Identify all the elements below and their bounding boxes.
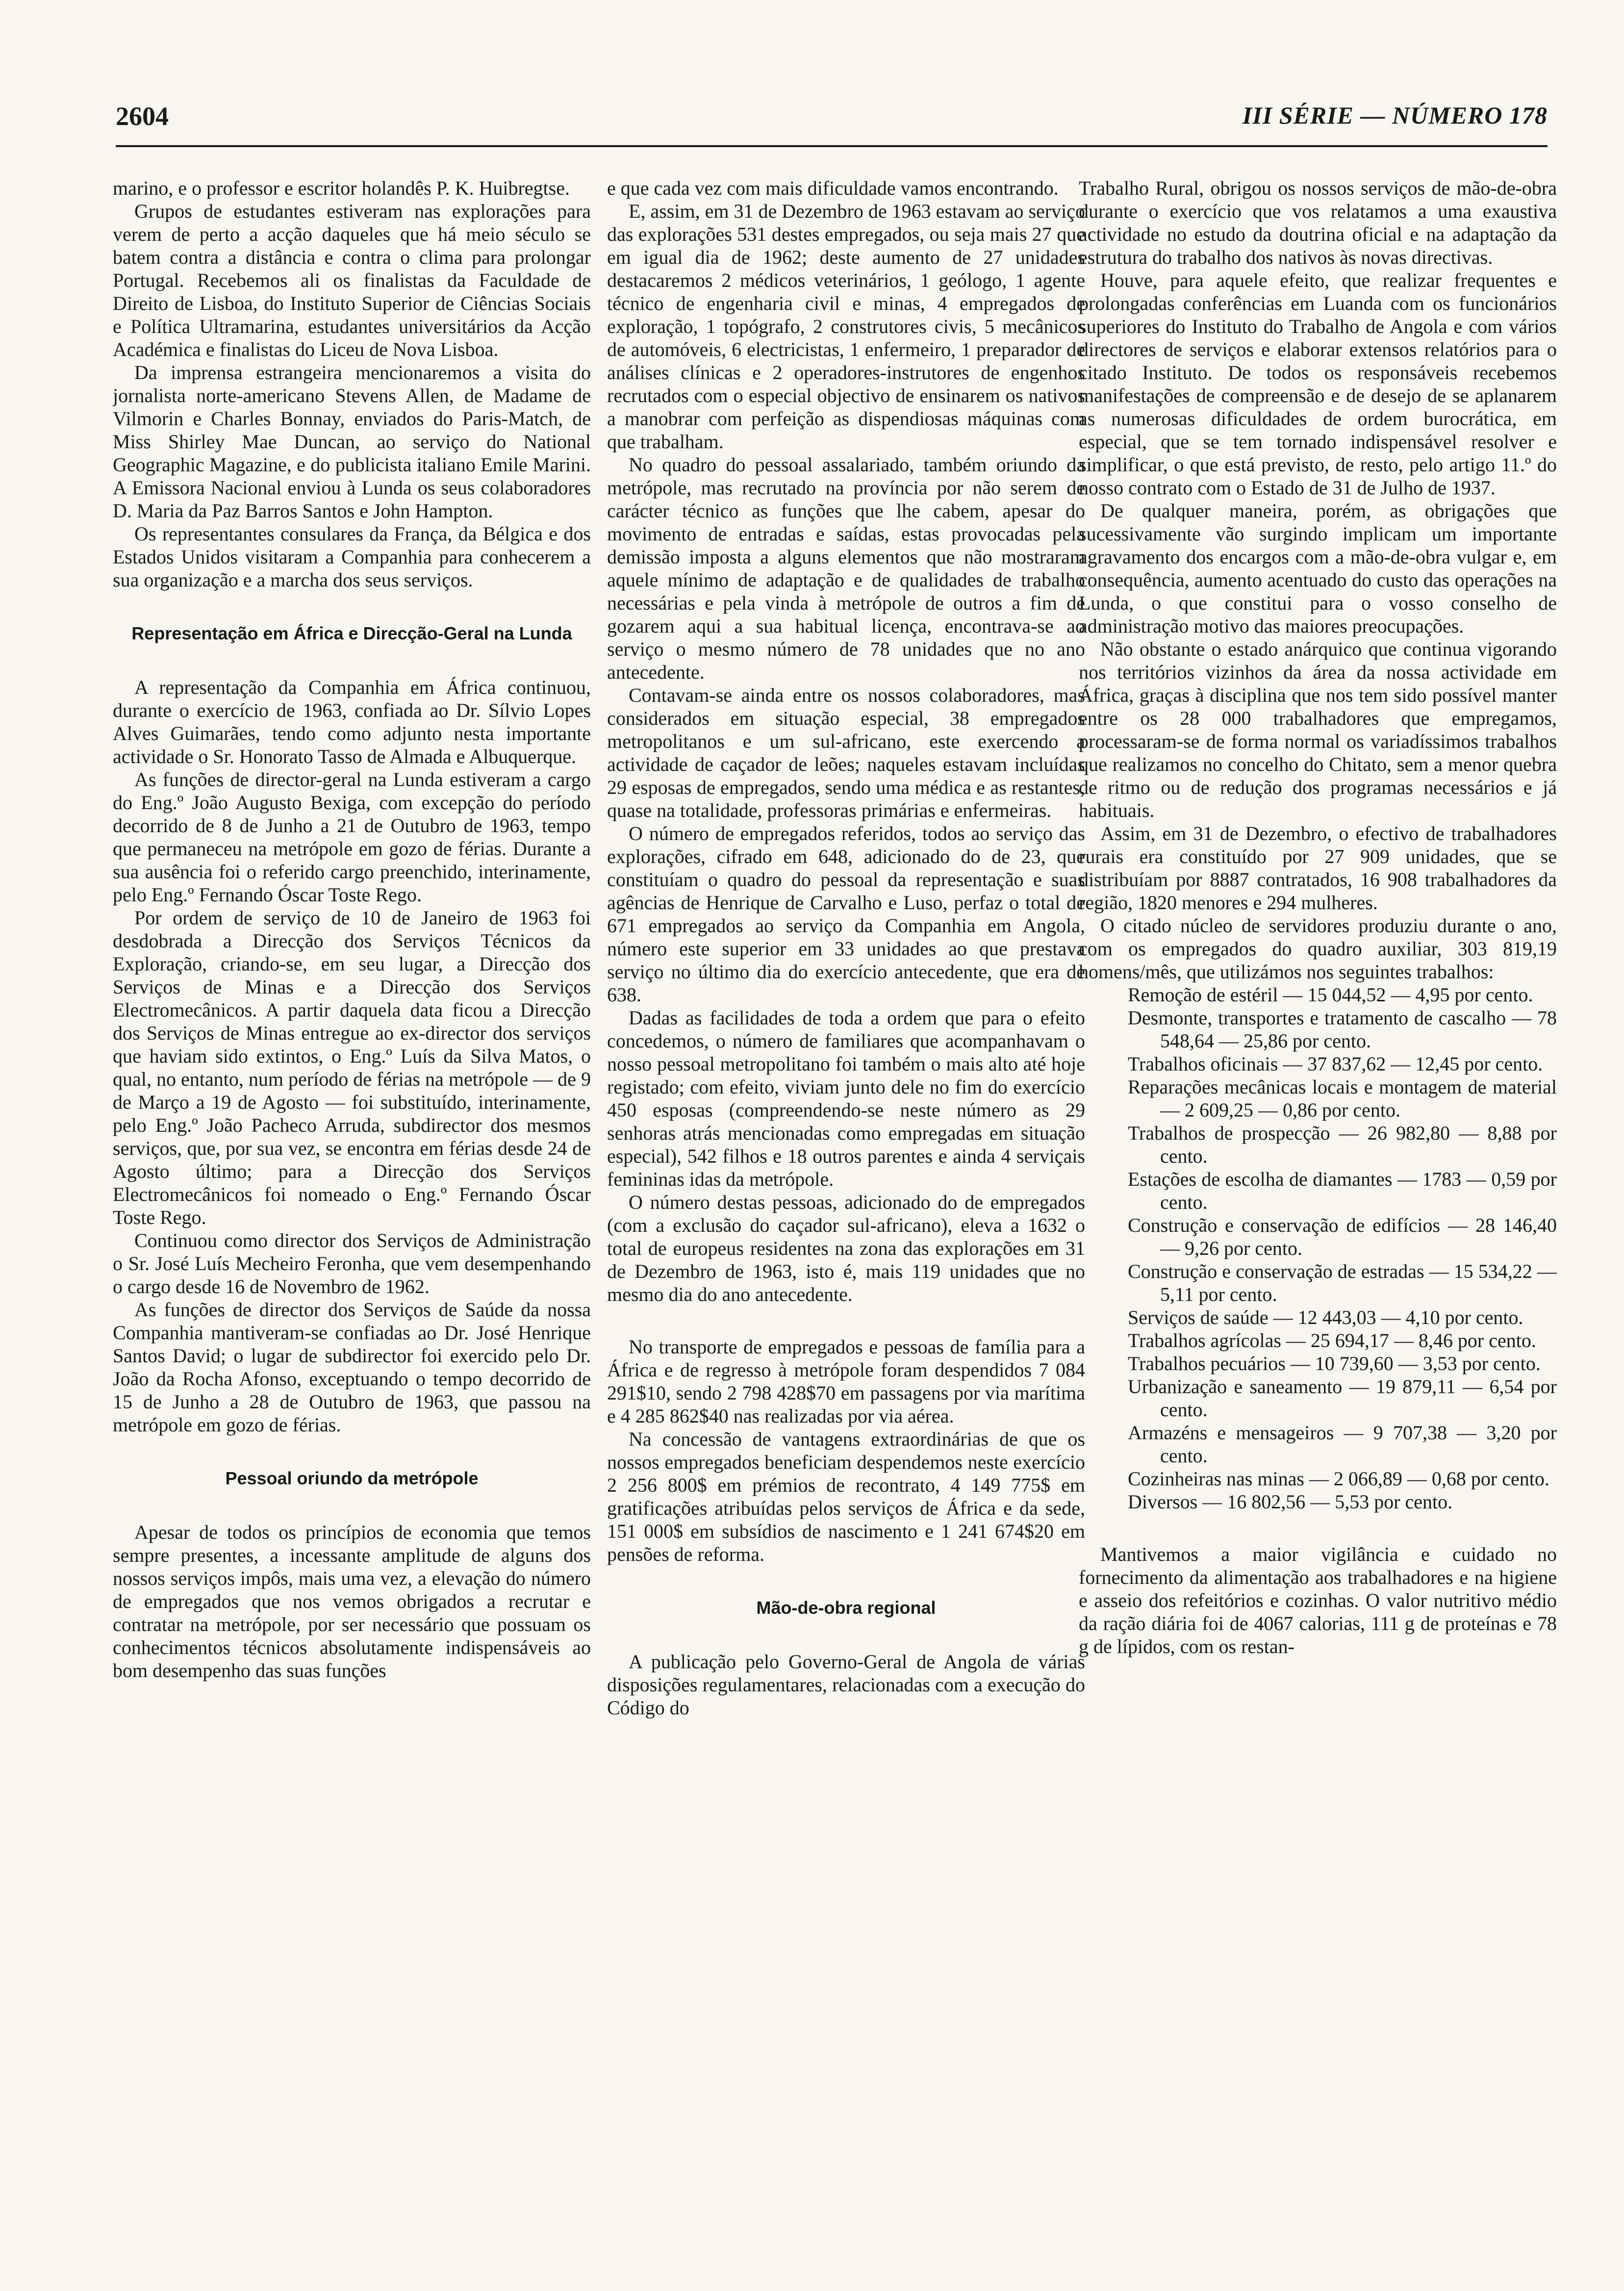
paragraph: A representação da Companhia em África continuou, durante o exercício de 1963, confiada ao Dr. Sílvio Lopes Alves Guimarães, tendo como adjunto nesta importante actividade o Sr. Honorato Tasso de Almada e Albuquerque. — [113, 676, 591, 767]
list-item: Reparações mecânicas locais e montagem de material — 2 609,25 — 0,86 por cento. — [1128, 1076, 1557, 1121]
section-heading: Representação em África e Direcção-Geral na Lunda — [131, 623, 572, 643]
section-heading: Mão-de-obra regional — [756, 1598, 936, 1618]
paragraph: No transporte de empregados e pessoas de família para a África e de regresso à metrópole foram despendidos 7 084 291$10, sendo 2 798 428$70 em passagens por via marítima e 4 285 862$40 nas realizadas por via aérea. — [607, 1336, 1085, 1427]
paragraph: De qualquer maneira, porém, as obrigações que sucessivamente vão surgindo implicam um importante agravamento dos encargos com a mão-de-obra vulgar e, em consequência, aumento acentuado do custo das operações na Lunda, o que constitui para o vosso conselho de administração motivo das maiores preocupações. — [1079, 500, 1557, 637]
spacer — [607, 1306, 1085, 1335]
list-item: Urbanização e saneamento — 19 879,11 — 6,54 por cento. — [1128, 1375, 1557, 1421]
paragraph: O número de empregados referidos, todos ao serviço das explorações, cifrado em 648, adicionado do de 23, que constituíam o quadro do pessoal da representação e suas agências de Henrique de Carvalho e Luso, perfaz o total de 671 empregados ao serviço da Companhia em Angola, número este superior em 33 unidades ao que prestava serviço no último dia do exercício antecedente, que era de 638. — [607, 822, 1085, 1006]
paragraph: O citado núcleo de servidores produziu durante o ano, com os empregados do quadro auxiliar, 303 819,19 homens/mês, que utilizámos nos seguintes trabalhos: — [1079, 915, 1557, 983]
paragraph: e que cada vez com mais dificuldade vamos encontrando. — [607, 177, 1059, 199]
list-item: Desmonte, transportes e tratamento de cascalho — 78 548,64 — 25,86 por cento. — [1128, 1007, 1557, 1052]
paragraph: Da imprensa estrangeira mencionaremos a visita do jornalista norte-americano Stevens Allen, de Madame de Vilmorin e Charles Bonnay, enviados do Paris-Match, de Miss Shirley Mae Duncan, ao serviço do National Geographic Magazine, e do publicista italiano Emile Marini. A Emissora Nacional enviou à Lunda os seus colaboradores D. Maria da Paz Barros Santos e John Hampton. — [113, 361, 591, 522]
list-item: Construção e conservação de estradas — 15 534,22 — 5,11 por cento. — [1128, 1260, 1557, 1305]
section-heading: Pessoal oriundo da metrópole — [225, 1468, 479, 1488]
paragraph: Contavam-se ainda entre os nossos colaboradores, mas considerados em situação especial, 38 empregados metropolitanos e um sul-africano, este exercendo a actividade de caçador de leões; naqueles estavam incluídas 29 esposas de empregados, sendo uma médica e as restantes, quase na totalidade, professoras primárias e enfermeiras. — [607, 684, 1085, 821]
paragraph: A publicação pelo Governo-Geral de Angola de várias disposições regulamentares, relacionadas com a execução do Código do — [607, 1651, 1085, 1719]
paragraph: Trabalho Rural, obrigou os nossos serviços de mão-de-obra durante o exercício que vos relatamos a uma exaustiva actividade no estudo da doutrina oficial e na adaptação da estrutura do trabalho dos nativos às novas directivas. — [1079, 177, 1557, 268]
paragraph: No quadro do pessoal assalariado, também oriundo da metrópole, mas recrutado na província por não serem de carácter técnico as funções que lhe cabem, apesar do movimento de entradas e saídas, estas provocadas pela demissão imposta a alguns elementos que não mostraram aquele mínimo de adaptação e de qualidades de trabalho necessárias e pela vinda à metrópole de outros a fim de gozarem aqui a sua habitual licença, encontrava-se ao serviço o mesmo número de 78 unidades que no ano antecedente. — [607, 454, 1085, 683]
paragraph: Por ordem de serviço de 10 de Janeiro de 1963 foi desdobrada a Direcção dos Serviços Técnicos da Exploração, criando-se, em seu lugar, a Direcção dos Serviços de Minas e a Direcção dos Serviços Electromecânicos. A partir daquela data ficou a Direcção dos Serviços de Minas entregue ao ex-director dos serviços que haviam sido extintos, o Eng.º Luís da Silva Matos, o qual, no entanto, num período de férias na metrópole — de 9 de Março a 19 de Agosto — foi substituído, interinamente, pelo Eng.º João Pacheco Arruda, subdirector dos mesmos serviços, que, por sua vez, se encontra em férias desde 24 de Agosto último; para a Direcção dos Serviços Electromecânicos foi nomeado o Eng.º Fernando Óscar Toste Rego. — [113, 907, 591, 1228]
list-item: Trabalhos agrícolas — 25 694,17 — 8,46 por cento. — [1128, 1329, 1536, 1351]
paragraph: Assim, em 31 de Dezembro, o efectivo de trabalhadores rurais era constituído por 27 909 unidades, que se distribuíam por 8887 contratados, 16 908 trabalhadores da região, 1820 menores e 294 mulheres. — [1079, 822, 1557, 914]
paragraph: Apesar de todos os princípios de economia que temos sempre presentes, a incessante amplitude de alguns dos nossos serviços impôs, mais uma vez, a elevação do número de empregados que nos vemos obrigados a recrutar e contratar na metrópole, por ser necessário que possuam os conhecimentos técnicos absolutamente indispensáveis ao bom desempenho das suas funções — [113, 1521, 591, 1681]
series-title: III SÉRIE — NÚMERO 178 — [1242, 102, 1548, 129]
spacer — [1079, 1513, 1557, 1543]
page-header — [116, 101, 1548, 145]
list-item: Trabalhos de prospecção — 26 982,80 — 8,88 por cento. — [1128, 1122, 1557, 1167]
column-1 — [113, 177, 591, 2138]
list-item: Trabalhos pecuários — 10 739,60 — 3,53 por cento. — [1128, 1352, 1541, 1375]
paragraph: Houve, para aquele efeito, que realizar frequentes e prolongadas conferências em Luanda com os funcionários superiores do Instituto do Trabalho de Angola e com vários directores de serviços e elaborar extensos relatórios para o citado Instituto. De todos os responsáveis recebemos manifestações de compreensão e de desejo de se aplanarem as numerosas dificuldades de ordem burocrática, em especial, que se tem tornado indispensável resolver e simplificar, o que está previsto, de resto, pelo artigo 11.º do nosso contrato com o Estado de 31 de Julho de 1937. — [1079, 269, 1557, 499]
list-item: Estações de escolha de diamantes — 1783 — 0,59 por cento. — [1128, 1168, 1557, 1213]
paragraph: As funções de director-geral na Lunda estiveram a cargo do Eng.º João Augusto Bexiga, com excepção do período decorrido de 8 de Junho a 21 de Outubro de 1963, tempo que permaneceu na metrópole em gozo de férias. Durante a sua ausência foi o referido cargo preenchido, interinamente, pelo Eng.º Fernando Óscar Toste Rego. — [113, 768, 591, 906]
paragraph: Dadas as facilidades de toda a ordem que para o efeito concedemos, o número de familiares que acompanhavam o nosso pessoal metropolitano foi também o mais alto até hoje registado; com efeito, viviam junto dele no fim do exercício 450 esposas (compreendendo-se neste número as 29 senhoras atrás mencionadas como empregadas em situação especial), 542 filhos e 18 outros parentes e ainda 4 serviçais femininas idas da metrópole. — [607, 1007, 1085, 1190]
list-item: Diversos — 16 802,56 — 5,53 por cento. — [1128, 1491, 1453, 1513]
paragraph: Os representantes consulares da França, da Bélgica e dos Estados Unidos visitaram a Companhia para conhecerem a sua organização e a marcha dos seus serviços. — [113, 523, 591, 591]
header-rule — [116, 145, 1548, 147]
paragraph: O número destas pessoas, adicionado do de empregados (com a exclusão do caçador sul-africano), eleva a 1632 o total de europeus residentes na zona das explorações em 31 de Dezembro de 1963, isto é, mais 119 unidades que no mesmo dia do ano antecedente. — [607, 1191, 1085, 1305]
list-item: Trabalhos oficinais — 37 837,62 — 12,45 por cento. — [1128, 1053, 1543, 1075]
list-item: Construção e conservação de edifícios — 28 146,40 — 9,26 por cento. — [1128, 1214, 1557, 1259]
paragraph: Mantivemos a maior vigilância e cuidado no fornecimento da alimentação aos trabalhadores e na higiene e asseio dos refeitórios e cozinhas. O valor nutritivo médio da ração diária foi de 4067 calorias, 111 g de proteínas e 78 g de lípidos, com os restan- — [1079, 1543, 1557, 1657]
paragraph: E, assim, em 31 de Dezembro de 1963 estavam ao serviço das explorações 531 destes empregados, ou seja mais 27 que em igual dia de 1962; deste aumento de 27 unidades destacaremos 2 médicos veterinários, 1 geólogo, 1 agente técnico de engenharia civil e minas, 4 empregados de exploração, 1 topógrafo, 2 construtores civis, 5 mecânicos de automóveis, 6 electricistas, 1 enfermeiro, 1 preparador de análises clínicas e 2 operadores-instrutores de engenhos recrutados com o especial objectivo de ensinarem os nativos a manobrar com perfeição as dispendiosas máquinas com que trabalham. — [607, 200, 1085, 453]
paragraph: As funções de director dos Serviços de Saúde da nossa Companhia mantiveram-se confiadas ao Dr. José Henrique Santos David; o lugar de subdirector foi exercido pelo Dr. João da Rocha Afonso, exceptuando o tempo decorrido de 15 de Junho a 28 de Outubro de 1963, que passou na metrópole em gozo de férias. — [113, 1298, 591, 1436]
list-item: Cozinheiras nas minas — 2 066,89 — 0,68 por cento. — [1128, 1468, 1549, 1490]
paragraph: Continuou como director dos Serviços de Administração o Sr. José Luís Mecheiro Feronha, que vem desempenhando o cargo desde 16 de Novembro de 1962. — [113, 1229, 591, 1298]
list-item: Armazéns e mensageiros — 9 707,38 — 3,20 por cento. — [1128, 1422, 1557, 1467]
paragraph: Na concessão de vantagens extraordinárias de que os nossos empregados beneficiam despendemos neste exercício 2 256 800$ em prémios de recontrato, 4 149 775$ em gratificações atribuídas pelos serviços de África e da sede, 151 000$ em subsídios de nascimento e 1 241 674$20 em pensões de reforma. — [607, 1428, 1085, 1565]
column-2 — [607, 177, 1085, 2138]
page-number: 2604 — [116, 102, 169, 131]
paragraph: Não obstante o estado anárquico que continua vigorando nos territórios vizinhos da área da nossa actividade em África, graças à disciplina que nos tem sido possível manter entre os 28 000 trabalhadores que empregamos, processaram-se de forma normal os variadíssimos trabalhos que realizamos no concelho do Chitato, sem a menor quebra de ritmo ou de redução dos programas necessários e já habituais. — [1079, 638, 1557, 821]
paragraph: marino, e o professor e escritor holandês P. K. Huibregtse. — [113, 177, 570, 199]
list-item: Serviços de saúde — 12 443,03 — 4,10 por cento. — [1128, 1306, 1523, 1328]
paragraph: Grupos de estudantes estiveram nas explorações para verem de perto a acção daqueles que há meio século se batem contra a distância e contra o clima para prolongar Portugal. Recebemos ali os finalistas da Faculdade de Direito de Lisboa, do Instituto Superior de Ciências Sociais e Política Ultramarina, estudantes universitários da Acção Académica e finalistas do Liceu de Nova Lisboa. — [113, 200, 591, 360]
column-3 — [1079, 177, 1557, 2138]
list-item: Remoção de estéril — 15 044,52 — 4,95 por cento. — [1128, 984, 1533, 1006]
